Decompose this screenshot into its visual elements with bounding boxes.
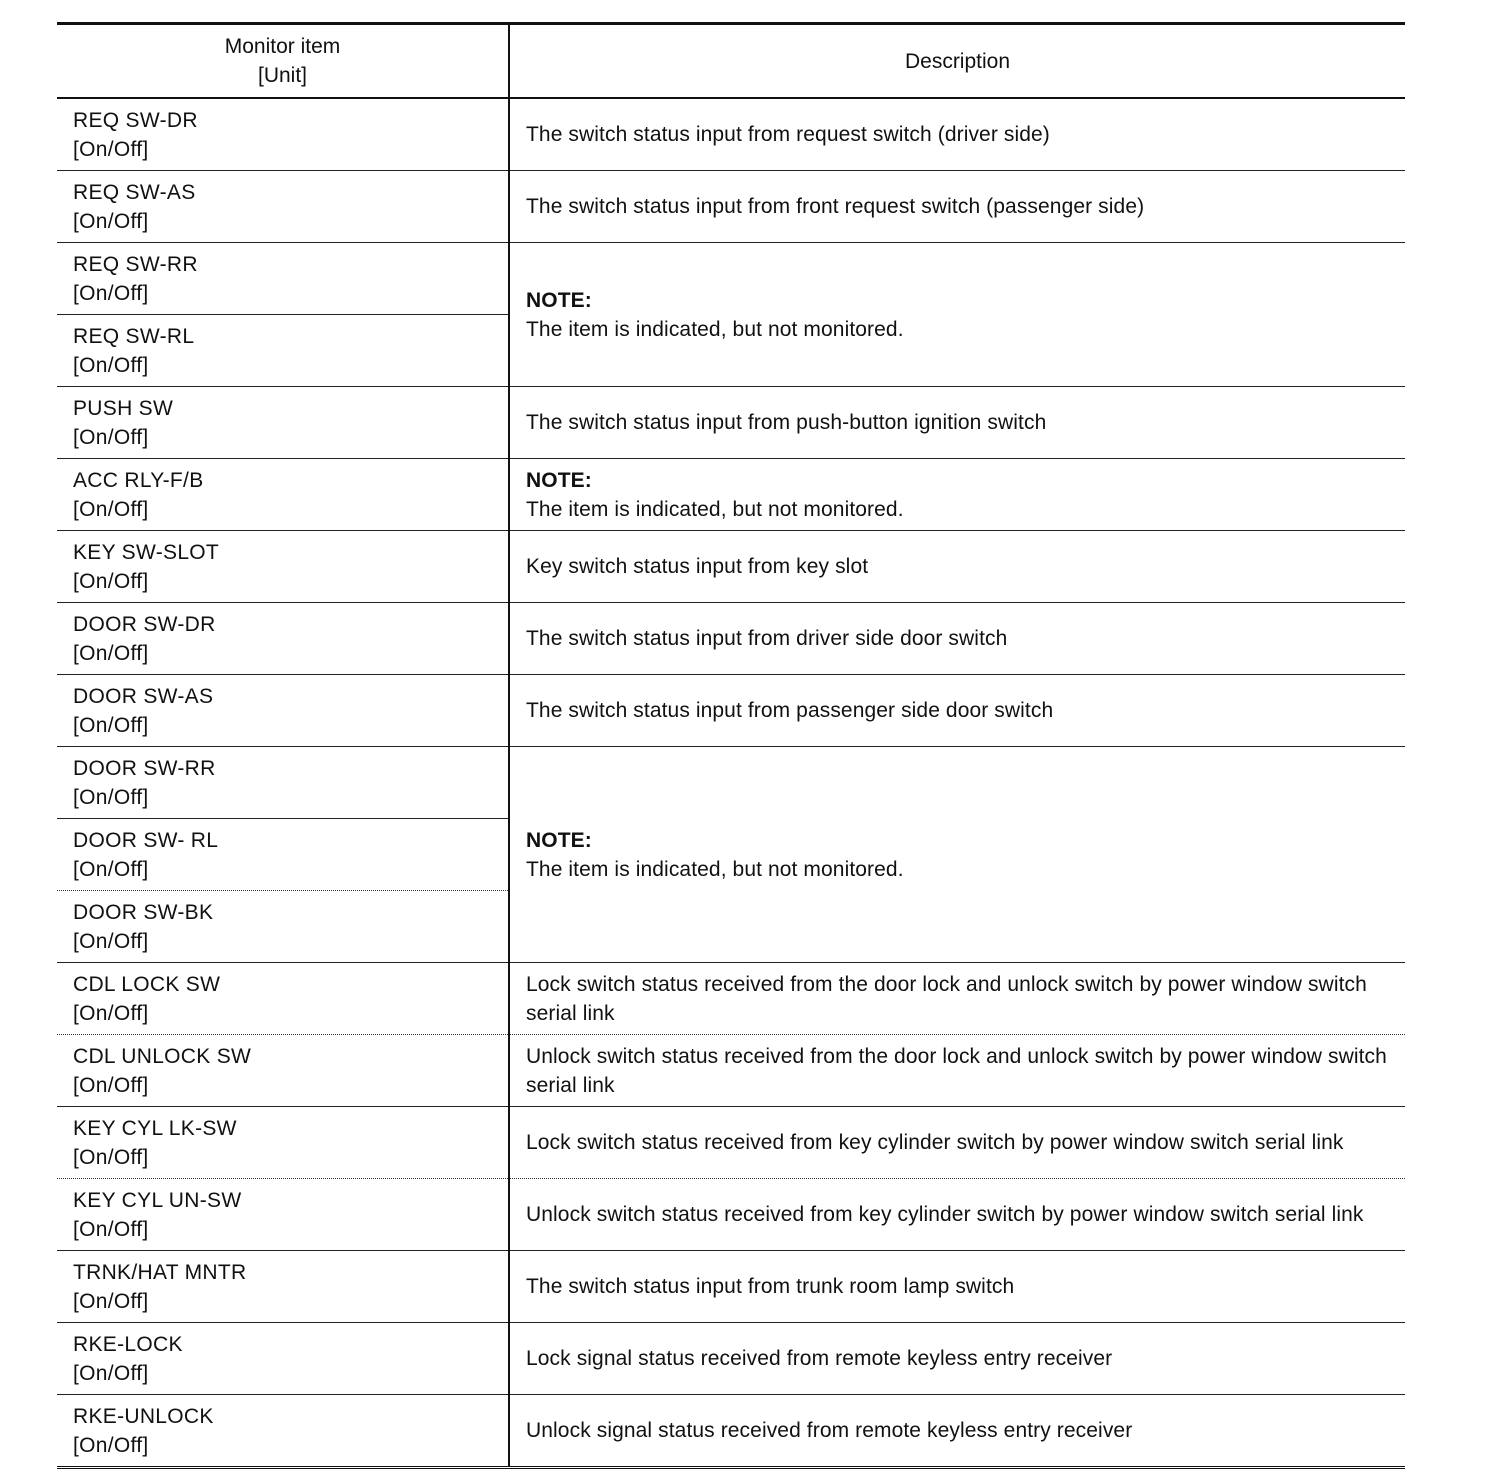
table-row xyxy=(57,531,1405,603)
item-name: ACC RLY-F/B xyxy=(73,468,204,492)
item-name: PUSH SW xyxy=(73,396,174,420)
item-name: DOOR SW-AS xyxy=(73,684,214,708)
item-unit: [On/Off] xyxy=(73,1001,149,1025)
monitor-item-cell xyxy=(57,387,509,459)
description-cell: The switch status input from front request switch (passenger side) xyxy=(509,171,1405,243)
table-row xyxy=(57,675,1405,747)
item-name: REQ SW-DR xyxy=(73,108,198,132)
monitor-item-cell xyxy=(57,1107,509,1179)
description-cell: The switch status input from driver side door switch xyxy=(509,603,1405,675)
table-row xyxy=(57,171,1405,243)
item-name: CDL LOCK SW xyxy=(73,972,221,996)
table-row xyxy=(57,459,1405,531)
monitor-item-cell xyxy=(57,675,509,747)
item-unit: [On/Off] xyxy=(73,857,149,881)
note-text: The item is indicated, but not monitored. xyxy=(526,317,904,341)
item-name: KEY CYL LK-SW xyxy=(73,1116,237,1140)
note-text: The item is indicated, but not monitored. xyxy=(526,857,904,881)
item-unit: [On/Off] xyxy=(73,353,149,377)
table-row xyxy=(57,387,1405,459)
monitor-item-cell xyxy=(57,963,509,1035)
item-unit: [On/Off] xyxy=(73,137,149,161)
item-name: REQ SW-RR xyxy=(73,252,198,276)
item-name: TRNK/HAT MNTR xyxy=(73,1260,247,1284)
header-unit-label: [Unit] xyxy=(257,64,307,87)
description-cell: The switch status input from request switch (driver side) xyxy=(509,98,1405,171)
monitor-item-table-container xyxy=(57,22,1405,1469)
header-monitor-item-label: Monitor item xyxy=(224,35,341,58)
monitor-item-cell xyxy=(57,315,509,387)
item-name: DOOR SW-BK xyxy=(73,900,214,924)
item-unit: [On/Off] xyxy=(73,281,149,305)
monitor-item-cell xyxy=(57,1179,509,1251)
note-label: NOTE: xyxy=(526,828,592,852)
monitor-item-table xyxy=(57,22,1405,1469)
table-row xyxy=(57,98,1405,171)
item-unit: [On/Off] xyxy=(73,713,149,737)
monitor-item-cell xyxy=(57,819,509,891)
note-label: NOTE: xyxy=(526,288,592,312)
monitor-item-cell xyxy=(57,747,509,819)
table-row xyxy=(57,243,1405,315)
table-row xyxy=(57,603,1405,675)
item-name: KEY SW-SLOT xyxy=(73,540,220,564)
description-cell: Key switch status input from key slot xyxy=(509,531,1405,603)
note-cell xyxy=(509,459,1405,531)
description-cell: Unlock signal status received from remote keyless entry receiver xyxy=(526,1419,1133,1442)
item-unit: [On/Off] xyxy=(73,1433,149,1457)
item-unit: [On/Off] xyxy=(73,1145,149,1169)
monitor-item-cell xyxy=(57,1251,509,1323)
note-cell xyxy=(509,243,1405,387)
monitor-item-cell xyxy=(57,531,509,603)
header-description: Description xyxy=(509,24,1405,99)
item-unit: [On/Off] xyxy=(73,425,149,449)
item-unit: [On/Off] xyxy=(73,641,149,665)
item-name: CDL UNLOCK SW xyxy=(73,1044,252,1068)
table-row xyxy=(57,1035,1405,1107)
table-row xyxy=(57,1395,1405,1468)
item-name: RKE-LOCK xyxy=(73,1332,183,1356)
item-unit: [On/Off] xyxy=(73,1289,149,1313)
table-row xyxy=(57,1107,1405,1179)
item-unit: [On/Off] xyxy=(73,1073,149,1097)
description-cell: The switch status input from trunk room lamp switch xyxy=(509,1251,1405,1323)
description-cell: Unlock switch status received from the door lock and unlock switch by power window switch serial link xyxy=(509,1035,1405,1107)
table-row xyxy=(57,1251,1405,1323)
item-name: KEY CYL UN-SW xyxy=(73,1188,242,1212)
description-cell: Unlock switch status received from key cylinder switch by power window switch serial link xyxy=(509,1179,1405,1251)
item-name: REQ SW-RL xyxy=(73,324,195,348)
item-unit: [On/Off] xyxy=(73,569,149,593)
monitor-item-cell xyxy=(57,1323,509,1395)
table-row xyxy=(57,1323,1405,1395)
monitor-item-cell xyxy=(57,1035,509,1107)
monitor-item-cell xyxy=(57,243,509,315)
description-cell: Lock signal status received from remote keyless entry receiver xyxy=(509,1323,1405,1395)
item-unit: [On/Off] xyxy=(73,497,149,521)
description-cell: The switch status input from passenger side door switch xyxy=(509,675,1405,747)
description-cell: Lock switch status received from key cylinder switch by power window switch serial link xyxy=(509,1107,1405,1179)
item-unit: [On/Off] xyxy=(73,1361,149,1385)
table-row xyxy=(57,747,1405,819)
description-cell: The switch status input from push-button ignition switch xyxy=(509,387,1405,459)
item-name: DOOR SW- RL xyxy=(73,828,219,852)
item-unit: [On/Off] xyxy=(73,785,149,809)
note-text: The item is indicated, but not monitored. xyxy=(526,497,904,521)
monitor-item-cell xyxy=(57,1395,509,1468)
item-unit: [On/Off] xyxy=(73,1217,149,1241)
item-unit: [On/Off] xyxy=(73,209,149,233)
item-name: DOOR SW-RR xyxy=(73,756,216,780)
item-name: RKE-UNLOCK xyxy=(73,1404,214,1428)
item-name: REQ SW-AS xyxy=(73,180,196,204)
monitor-item-cell xyxy=(57,98,509,171)
table-row xyxy=(57,1179,1405,1251)
monitor-item-cell xyxy=(57,459,509,531)
description-cell: Lock switch status received from the door lock and unlock switch by power window switch serial link xyxy=(509,963,1405,1035)
note-label: NOTE: xyxy=(526,468,592,492)
note-cell xyxy=(509,747,1405,963)
header-monitor-item xyxy=(57,24,509,99)
table-header-row xyxy=(57,24,1405,99)
monitor-item-cell xyxy=(57,603,509,675)
monitor-item-cell xyxy=(57,171,509,243)
item-unit: [On/Off] xyxy=(73,929,149,953)
monitor-item-cell xyxy=(57,891,509,963)
table-row xyxy=(57,963,1405,1035)
item-name: DOOR SW-DR xyxy=(73,612,216,636)
